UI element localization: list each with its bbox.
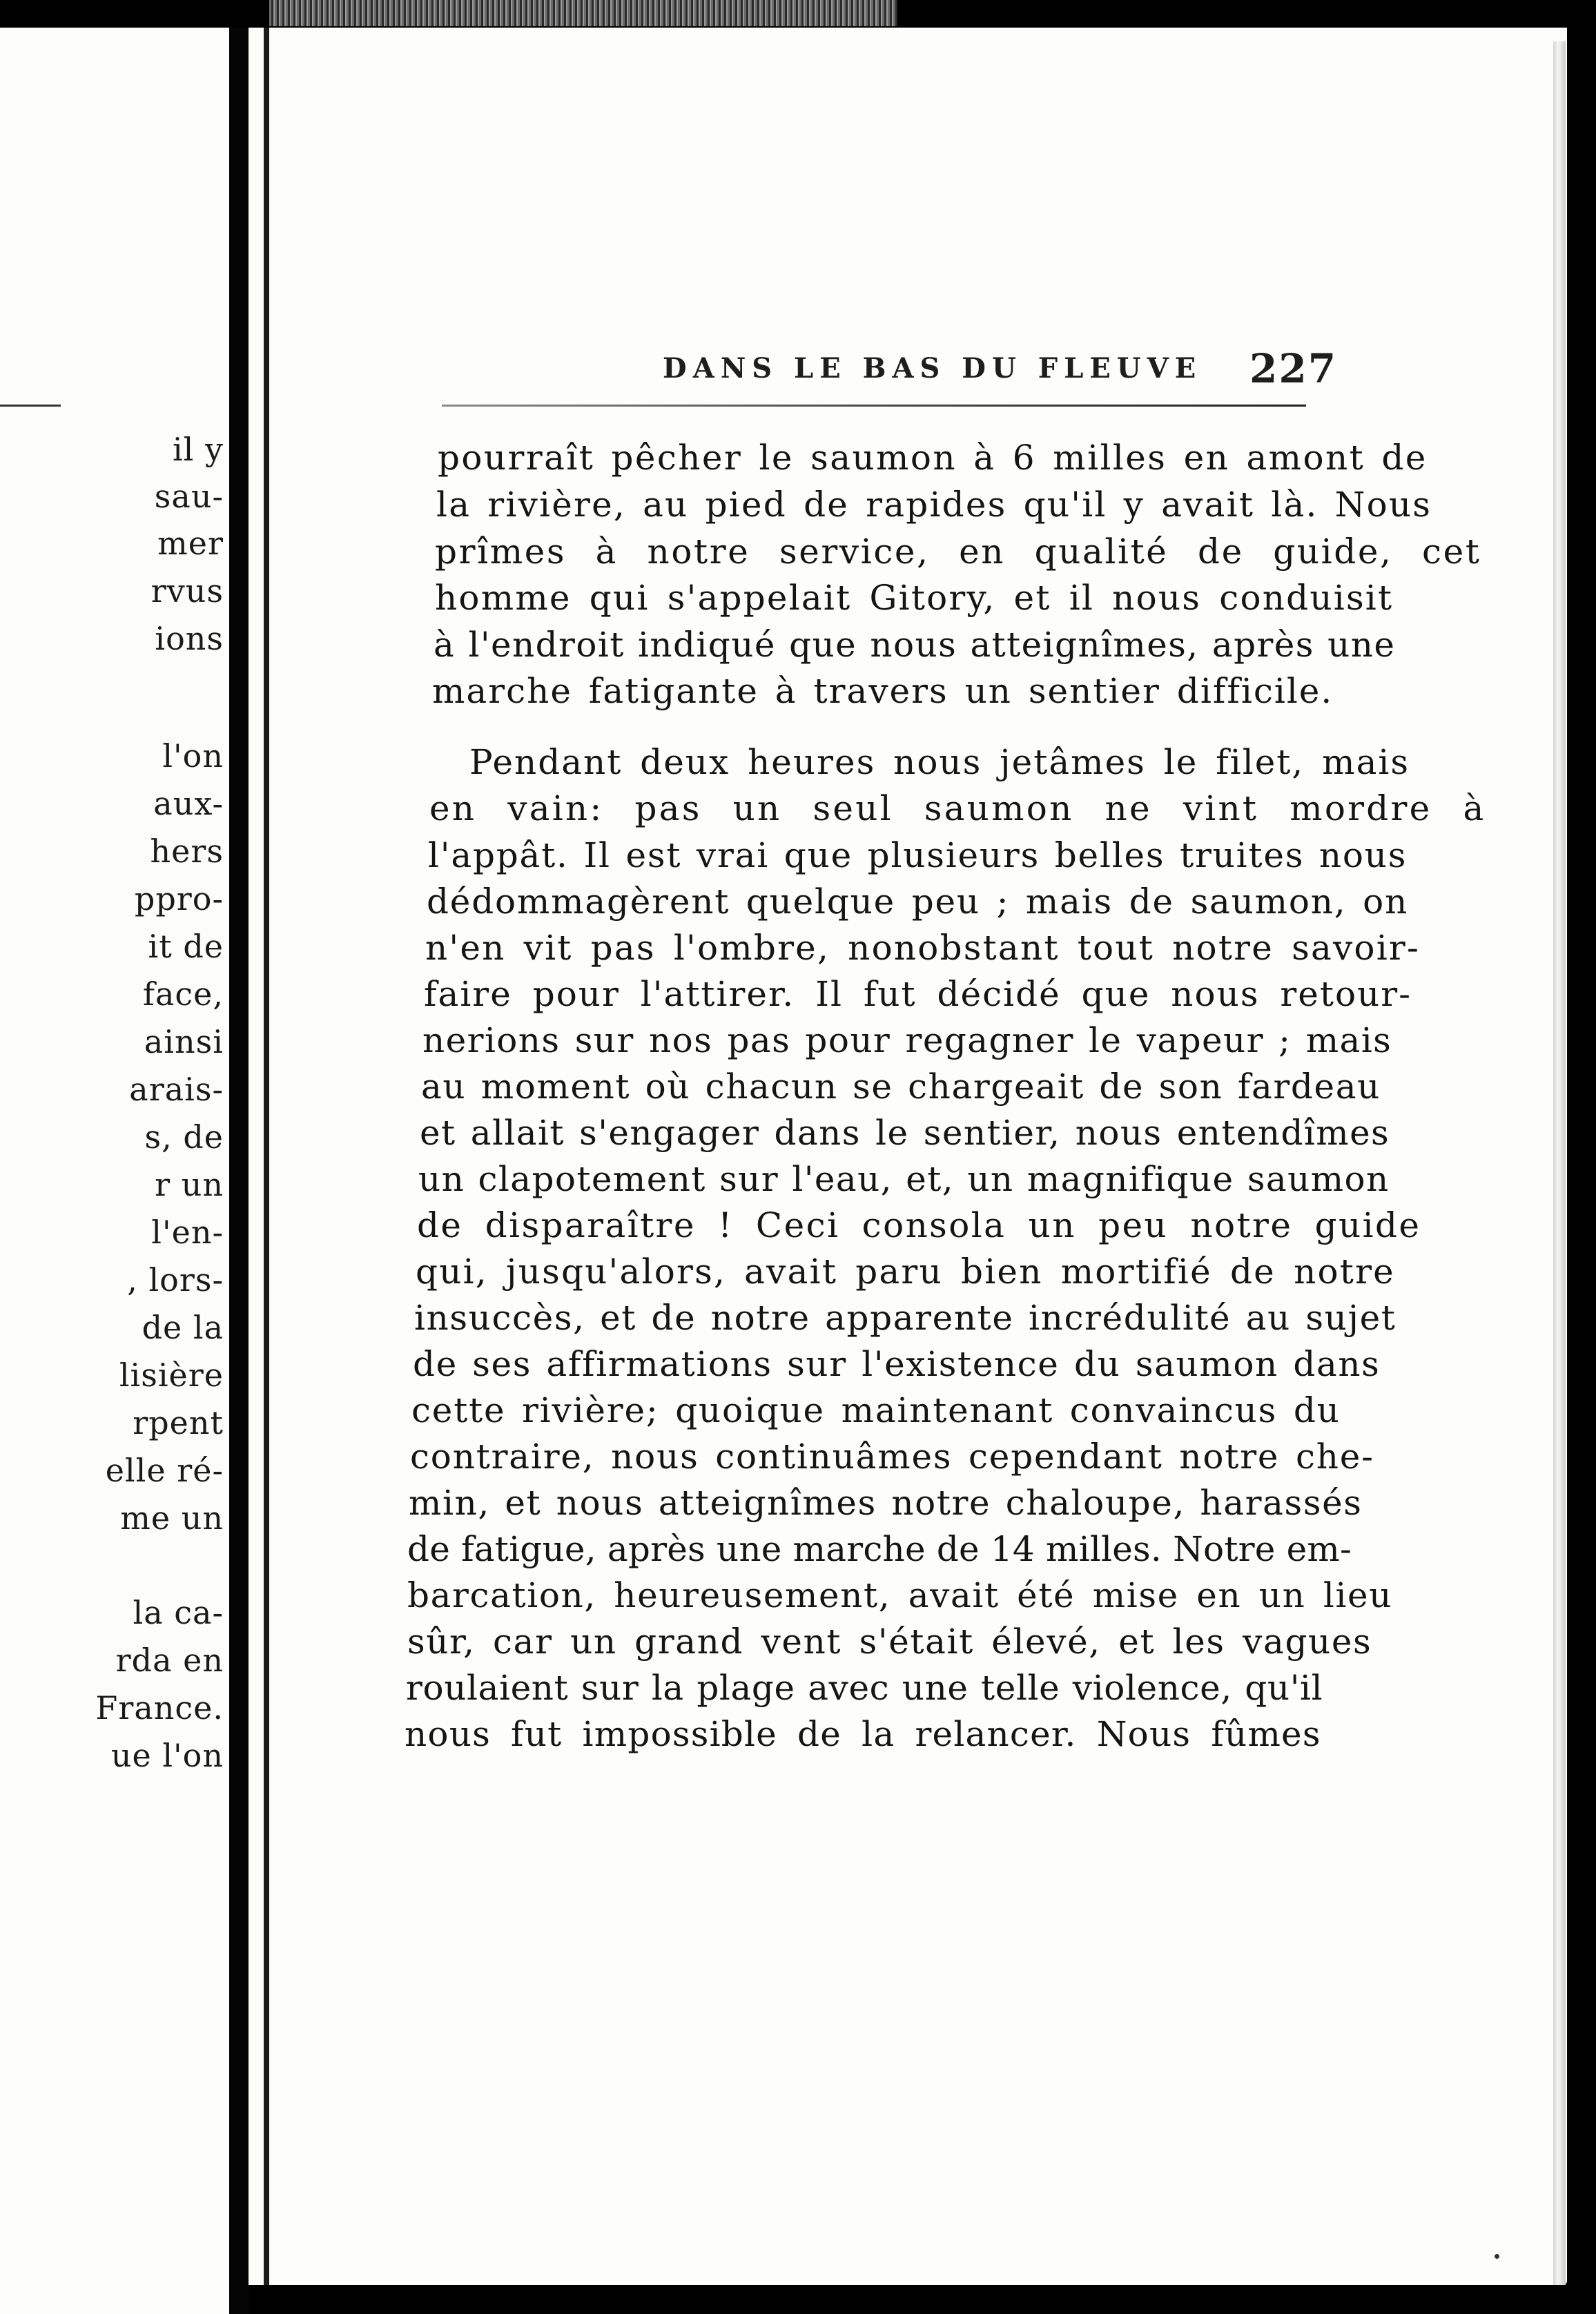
scan-speck [1495, 2254, 1499, 2259]
page-edge-shadow [1553, 41, 1566, 2285]
body-line: de fatigue, après une marche de 14 milles. Notre em- [407, 1529, 1352, 1569]
body-line: qui, jusqu'alors, avait paru bien mortifié de notre [416, 1252, 1395, 1292]
body-line: un clapotement sur l'eau, et, un magnifique saumon [418, 1159, 1390, 1199]
left-line: s, de [144, 1118, 224, 1156]
left-line: arais- [129, 1071, 224, 1108]
left-line: lisière [119, 1357, 224, 1394]
running-head: DANS LE BAS DU FLEUVE [663, 352, 1203, 385]
left-line: la ca- [133, 1594, 224, 1631]
body-line: faire pour l'attirer. Il fut décidé que nous retour- [424, 974, 1412, 1014]
left-line: r un [155, 1166, 224, 1203]
body-line: barcation, heureusement, avait été mise en un lieu [407, 1575, 1393, 1615]
body-line: à l'endroit indiqué que nous atteignîmes, après une [434, 625, 1396, 665]
scan-edge-strip [269, 0, 897, 26]
left-line: sau- [154, 478, 224, 515]
body-line: au moment où chacun se chargeait de son fardeau [421, 1067, 1381, 1107]
body-line: de ses affirmations sur l'existence du saumon dans [413, 1344, 1381, 1384]
left-line: il y [172, 431, 224, 468]
left-line: rpent [133, 1404, 224, 1441]
left-line: rda en [115, 1642, 224, 1679]
left-line: , lors- [127, 1261, 224, 1299]
left-line: face, [142, 975, 224, 1013]
left-page [0, 28, 229, 2314]
left-line: it de [148, 928, 224, 965]
left-line: ions [155, 620, 224, 657]
body-line: et allait s'engager dans le sentier, nous entendîmes [420, 1113, 1390, 1153]
left-line: ppro- [134, 880, 224, 917]
paragraph-first-line: Pendant deux heures nous jetâmes le filet, mais [469, 742, 1410, 782]
body-line: pourraît pêcher le saumon à 6 milles en amont de [438, 438, 1428, 478]
left-line: de la [142, 1309, 224, 1346]
body-line: l'appât. Il est vrai que plusieurs belles truites nous [428, 835, 1408, 875]
body-line: contraire, nous continuâmes cependant notre che- [410, 1437, 1374, 1477]
left-line: ue l'on [110, 1737, 224, 1774]
body-line: nous fut impossible de la relancer. Nous fûmes [405, 1714, 1321, 1754]
left-line: elle ré- [105, 1452, 224, 1489]
body-line: roulaient sur la plage avec une telle violence, qu'il [406, 1668, 1323, 1708]
left-line: hers [150, 833, 224, 870]
left-line: France. [95, 1689, 224, 1727]
body-line: min, et nous atteignîmes notre chaloupe, harassés [409, 1483, 1363, 1523]
left-line: ainsi [144, 1023, 224, 1060]
body-line: marche fatigante à travers un sentier difficile. [432, 671, 1334, 711]
body-line: homme qui s'appelait Gitory, et il nous conduisit [435, 578, 1394, 618]
body-line: nerions sur nos pas pour regagner le vapeur ; mais [422, 1020, 1392, 1060]
body-line: de disparaître ! Ceci consola un peu notre guide [417, 1205, 1421, 1245]
book-gutter [229, 28, 249, 2314]
left-page-rule [0, 405, 61, 407]
left-line: l'on [162, 737, 224, 775]
body-line: la rivière, au pied de rapides qu'il y avait là. Nous [436, 485, 1432, 525]
left-line: rvus [150, 572, 224, 610]
left-line: mer [157, 525, 224, 562]
body-line: cette rivière; quoique maintenant convaincus du [411, 1390, 1341, 1430]
header-rule [442, 405, 1306, 407]
body-line: sûr, car un grand vent s'était élevé, et les vagues [407, 1622, 1372, 1662]
page-number: 227 [1249, 345, 1338, 392]
body-line: prîmes à notre service, en qualité de guide, cet [435, 532, 1481, 572]
body-line: en vain: pas un seul saumon ne vint mordre à [429, 788, 1486, 828]
body-line: dédommagèrent quelque peu ; mais de saumon, on [427, 882, 1409, 922]
gutter-shadow-line [264, 28, 269, 2285]
left-line: me un [120, 1499, 224, 1537]
body-line: insuccès, et de notre apparente incrédulité au sujet [414, 1298, 1396, 1338]
left-line: aux- [153, 785, 224, 822]
body-line: n'en vit pas l'ombre, nonobstant tout notre savoir- [425, 928, 1421, 968]
left-line: l'en- [151, 1214, 224, 1251]
